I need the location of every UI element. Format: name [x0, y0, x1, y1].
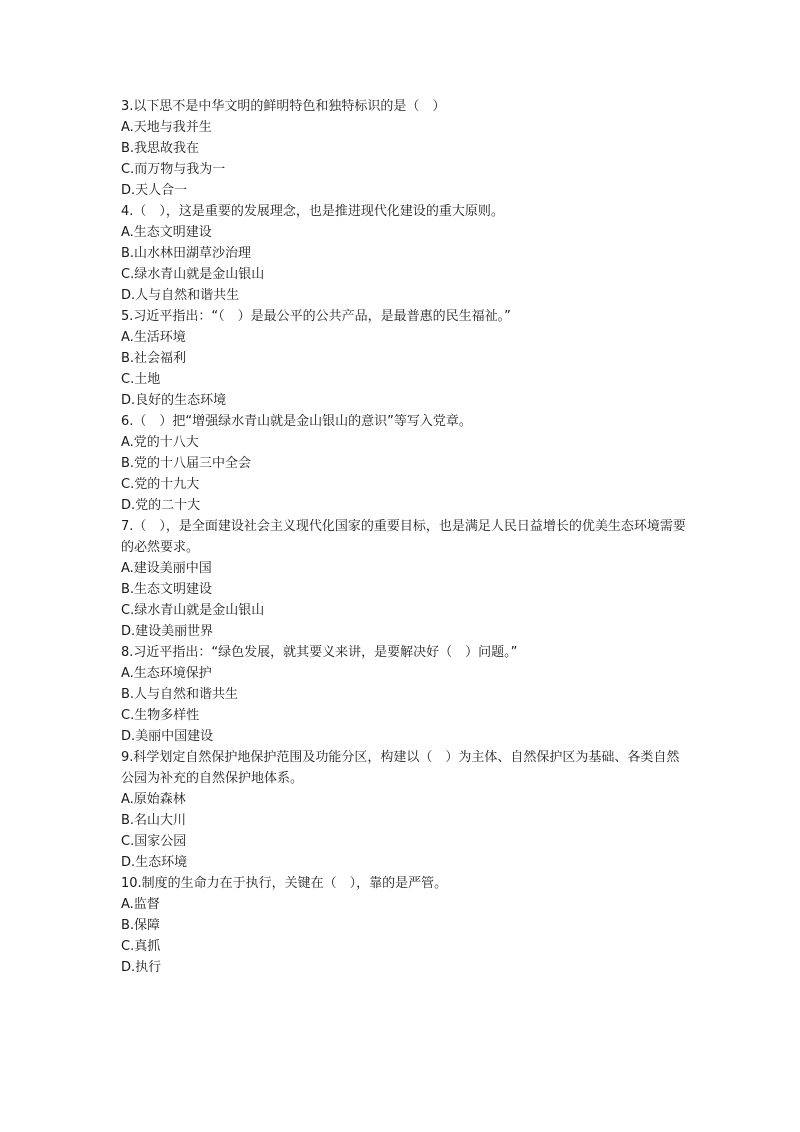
option-d: D.党的二十大: [121, 498, 201, 513]
question-text: 5.习近平指出：“（ ）是最公平的公共产品，是最普惠的民生福祉。”: [121, 309, 511, 324]
option-c: C.生物多样性: [121, 708, 200, 723]
option-c: C.党的十九大: [121, 477, 200, 492]
option-b: B.名山大川: [121, 813, 187, 828]
option-a: A.原始森林: [121, 792, 186, 807]
option-c: C.国家公园: [121, 834, 187, 849]
question-text: 4.（ ），这是重要的发展理念，也是推进现代化建设的重大原则。: [121, 204, 504, 219]
option-a: A.天地与我并生: [121, 120, 212, 135]
option-a: A.建设美丽中国: [121, 561, 212, 576]
option-a: A.监督: [121, 897, 160, 912]
question-10: [121, 873, 691, 978]
option-c: C.绿水青山就是金山银山: [121, 267, 265, 282]
option-c: C.绿水青山就是金山银山: [121, 603, 265, 618]
question-3: [121, 96, 691, 201]
option-b: B.社会福利: [121, 351, 187, 366]
option-d: D.人与自然和谐共生: [121, 288, 240, 303]
option-a: A.生态环境保护: [121, 666, 212, 681]
option-a: A.生态文明建设: [121, 225, 212, 240]
option-b: B.山水林田湖草沙治理: [121, 246, 252, 261]
option-b: B.人与自然和谐共生: [121, 687, 239, 702]
question-7: [121, 516, 691, 642]
option-d: D.良好的生态环境: [121, 393, 227, 408]
question-text: 8.习近平指出：“绿色发展，就其要义来讲，是要解决好（ ）问题。”: [121, 645, 518, 660]
option-a: A.党的十八大: [121, 435, 199, 450]
option-c: C.土地: [121, 372, 161, 387]
option-c: C.真抓: [121, 939, 161, 954]
question-5: [121, 306, 691, 411]
option-c: C.而万物与我为一: [121, 162, 226, 177]
question-6: [121, 411, 691, 516]
question-text: 6.（ ）把“增强绿水青山就是金山银山的意识”等写入党章。: [121, 414, 472, 429]
option-b: B.保障: [121, 918, 161, 933]
question-4: [121, 201, 691, 306]
option-b: B.党的十八届三中全会: [121, 456, 252, 471]
question-text: 10.制度的生命力在于执行，关键在（ ），靠的是严管。: [121, 876, 448, 891]
option-d: D.生态环境: [121, 855, 188, 870]
option-b: B.生态文明建设: [121, 582, 213, 597]
document-page: [121, 96, 691, 978]
option-a: A.生活环境: [121, 330, 186, 345]
option-b: B.我思故我在: [121, 141, 200, 156]
question-9: [121, 747, 691, 873]
question-text: 7.（ ），是全面建设社会主义现代化国家的重要目标，也是满足人民日益增长的优美生态环境需要的必然要求。: [121, 519, 686, 555]
option-d: D.美丽中国建设: [121, 729, 214, 744]
option-d: D.天人合一: [121, 183, 188, 198]
question-text: 9.科学划定自然保护地保护范围及功能分区，构建以（ ）为主体、自然保护区为基础、各类自然公园为补充的自然保护地体系。: [121, 750, 680, 786]
option-d: D.建设美丽世界: [121, 624, 214, 639]
question-8: [121, 642, 691, 747]
option-d: D.执行: [121, 960, 162, 975]
question-text: 3.以下思不是中华文明的鲜明特色和独特标识的是（ ）: [121, 99, 446, 114]
